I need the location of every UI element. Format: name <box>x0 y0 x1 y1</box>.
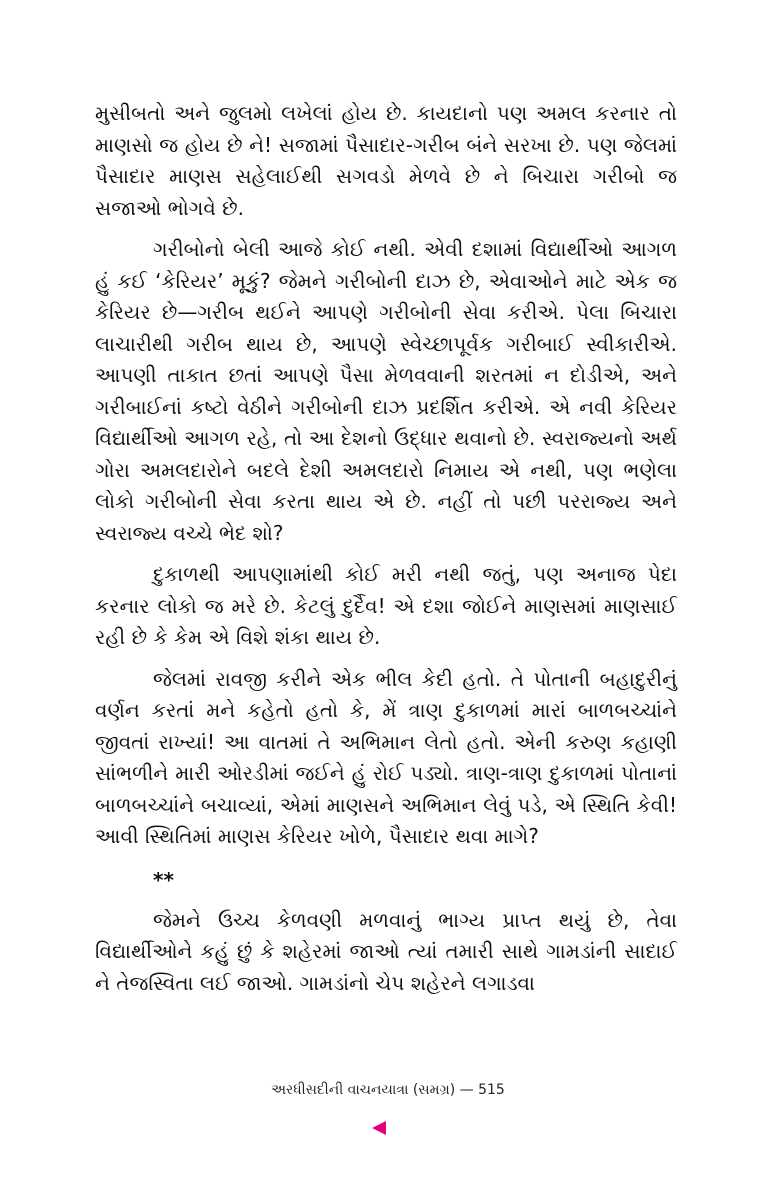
paragraph-4: જેલમાં રાવજી કરીને એક ભીલ કેદી હતો. તે પોતાની બહાદુરીનું વર્ણન કરતાં મને કહેતો હતો કે, મેં ત્રાણ દુકાળમાં મારાં બાળબચ્ચાંને જીવતાં રાખ્યાં! આ વાતમાં તે અભિમાન લેતો હતો. એની કરુણ કહાણી સાંભળીને મારી ઓરડીમાં જઈને હું રોઈ પડ્યો. ત્રાણ-ત્રાણ દુકાળમાં પોતાનાં બાળબચ્ચાંને બચાવ્યાં, એમાં માણસને અભિમાન લેવું પડે, એ સ્થિતિ કેવી! આવી સ્થિતિમાં માણસ કેરિયર ખોળે, પૈસાદાર થવા માગે? <box>95 666 677 848</box>
section-separator: ** <box>153 867 174 892</box>
paragraph-1: મુસીબતો અને જુલમો લખેલાં હોય છે. કાયદાનો પણ અમલ કરનાર તો માણસો જ હોય છે ને! સજામાં પૈસાદાર-ગરીબ બંને સરખા છે. પણ જેલમાં પૈસાદાર માણસ સહેલાઈથી સગવડો મેળવે છે ને બિચારા ગરીબો જ સજાઓ ભોગવે છે. <box>95 101 677 220</box>
paragraph-5: જેમને ઉચ્ચ કેળવણી મળવાનું ભાગ્ય પ્રાપ્ત થયું છે, તેવા વિદ્યાર્થીઓને કહું છું કે શહેરમાં જાઓ ત્યાં તમારી સાથે ગામડાંની સાદાઈ ને તેજસ્વિતા લઈ જાઓ. ગામડાંનો ચેપ શહેરને લગાડવા <box>95 907 677 995</box>
paragraph-3: દુકાળથી આપણામાંથી કોઈ મરી નથી જતું, પણ અનાજ પેદા કરનાર લોકો જ મરે છે. કેટલું દુર્દૈવ! એ દશા જોઈને માણસમાં માણસાઈ રહી છે કે કેમ એ વિશે શંકા થાય છે. <box>95 562 677 649</box>
page-body <box>95 98 677 1009</box>
paragraph-2: ગરીબોનો બેલી આજે કોઈ નથી. એવી દશામાં વિદ્યાર્થીઓ આગળ હું કઈ ‘કેરિયર’ મૂકું? જેમને ગરીબોની દાઝ છે, એવાઓને માટે એક જ કેરિયર છે—ગરીબ થઈને આપણે ગરીબોની સેવા કરીએ. પેલા બિચારા લાચારીથી ગરીબ થાય છે, આપણે સ્વેચ્છાપૂર્વક ગરીબાઈ સ્વીકારીએ. આપણી તાકાત છતાં આપણે પૈસા મેળવવાની શરતમાં ન દોડીએ, અને ગરીબાઈનાં કષ્ટો વેઠીને ગરીબોની દાઝ પ્રદર્શિત કરીએ. એ નવી કેરિયર વિદ્યાર્થીઓ આગળ રહે, તો આ દેશનો ઉદ્ધાર થવાનો છે. સ્વરાજ્યનો અર્થ ગોરા અમલદારોને બદલે દેશી અમલદારો નિમાય એ નથી, પણ ભણેલા લોકો ગરીબોની સેવા કરતા થાય એ છે. નહીં તો પછી પરરાજ્ય અને સ્વરાજ્ય વચ્ચે ભેદ શો? <box>95 237 677 545</box>
previous-page-arrow-icon[interactable] <box>372 1121 386 1135</box>
page-footer: અરધીસદીની વાચનયાત્રા (સમગ્ર) — 515 <box>271 1082 505 1098</box>
